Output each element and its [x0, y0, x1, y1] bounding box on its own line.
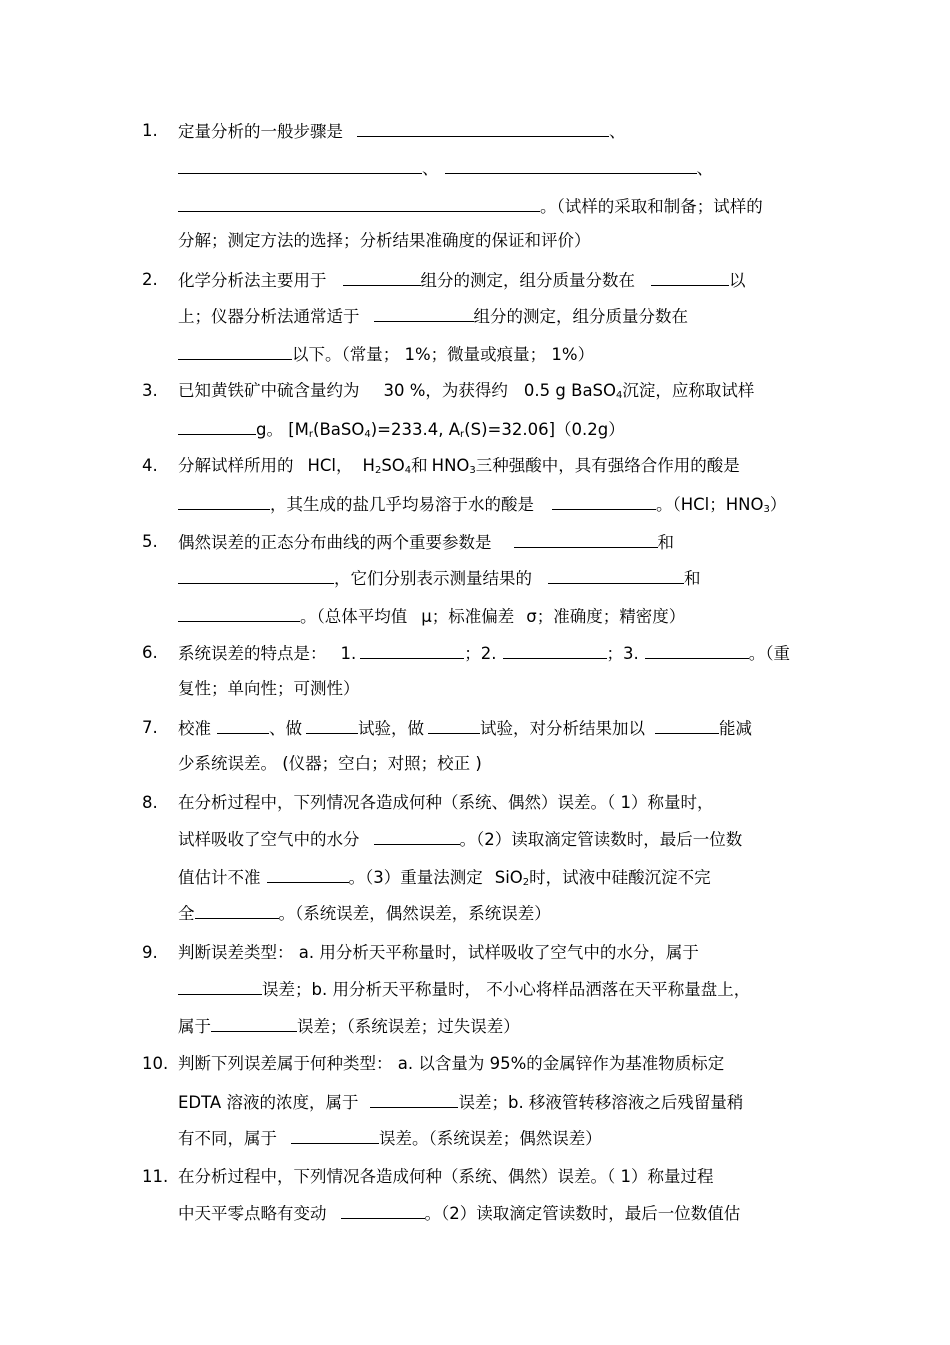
question-9-line-2 — [178, 979, 750, 1000]
question-8-line-3 — [178, 867, 711, 888]
text: 30 %，为获得约 — [383, 381, 508, 400]
answer-blank[interactable] — [370, 1092, 458, 1108]
text: 试验，做 — [358, 719, 424, 738]
text: ，其生成的盐几乎均易溶于水的酸是 — [270, 495, 534, 514]
item-number: 10. — [142, 1054, 169, 1073]
text: 。（2）读取滴定管读数时，最后一位数值估 — [424, 1204, 741, 1223]
text: H — [362, 456, 375, 475]
question-11-line-1: 在分析过程中，下列情况各造成何种（系统、偶然）误差。（ 1）称量过程 — [178, 1167, 714, 1186]
question-6-line-1 — [178, 643, 790, 664]
item-number: 7. — [142, 718, 158, 737]
answer-blank[interactable] — [178, 344, 292, 360]
answer-blank[interactable] — [552, 494, 656, 510]
text: 分解试样所用的 — [178, 456, 294, 475]
item-number: 11. — [142, 1167, 169, 1186]
answer-blank[interactable] — [178, 196, 540, 212]
text: 。（HCl；HNO — [656, 495, 764, 514]
text: 值估计不准 — [178, 868, 261, 887]
question-2-line-1 — [178, 270, 746, 291]
text: 0.5 g BaSO — [523, 381, 617, 400]
text: (BaSO — [313, 420, 365, 439]
text: 误差。（系统误差；偶然误差） — [379, 1129, 602, 1148]
text: HNO — [431, 456, 470, 475]
text: 偶然误差的正态分布曲线的两个重要参数是 — [178, 533, 492, 552]
text: SO — [381, 456, 405, 475]
text: 和 — [657, 533, 674, 552]
text: SiO — [494, 868, 523, 887]
text: 中天平零点略有变动 — [178, 1204, 327, 1223]
subscript: 4 — [404, 465, 412, 476]
text: 已知黄铁矿中硫含量约为 — [178, 381, 360, 400]
question-11-line-2 — [178, 1203, 740, 1224]
answer-blank[interactable] — [178, 419, 256, 435]
question-1-line-2 — [178, 158, 713, 179]
text: ，它们分别表示测量结果的 — [334, 569, 532, 588]
answer-blank[interactable] — [211, 1016, 297, 1032]
question-8-line-2 — [178, 829, 742, 850]
text: 和 — [411, 456, 428, 475]
text: EDTA 溶液的浓度，属于 — [178, 1093, 359, 1112]
answer-blank[interactable] — [217, 718, 269, 734]
text: μ；标准偏差 — [421, 607, 515, 626]
question-5-line-2 — [178, 568, 701, 589]
text: 三种强酸中，具有强络合作用的酸是 — [475, 456, 740, 475]
text: 试验，对分析结果加以 — [480, 719, 645, 738]
answer-blank[interactable] — [306, 718, 358, 734]
answer-blank[interactable] — [343, 270, 421, 286]
text: 。（试样的采取和制备；试样的 — [540, 197, 763, 216]
answer-blank[interactable] — [503, 643, 607, 659]
subscript: r — [460, 429, 465, 440]
question-3-line-1 — [178, 381, 754, 401]
item-number: 1. — [142, 121, 158, 140]
item-number: 9. — [142, 943, 158, 962]
answer-blank[interactable] — [178, 568, 334, 584]
item-number: 2. — [142, 270, 158, 289]
text: 误差；（系统误差；过失误差） — [297, 1017, 520, 1036]
question-9-line-1: 判断误差类型： a. 用分析天平称量时，试样吸收了空气中的水分，属于 — [178, 943, 699, 962]
subscript: r — [308, 429, 314, 440]
text: 误差；b. 用分析天平称量时， 不小心将样品洒落在天平称量盘上， — [262, 980, 751, 999]
text: σ；准确度；精密度） — [526, 607, 686, 626]
text: 和 — [684, 569, 701, 588]
subscript: 4 — [364, 429, 371, 440]
answer-blank[interactable] — [645, 643, 749, 659]
subscript: 3 — [469, 465, 476, 476]
item-number: 5. — [142, 532, 158, 551]
question-8-line-1: 在分析过程中，下列情况各造成何种（系统、偶然）误差。（ 1）称量时， — [178, 793, 714, 812]
subscript: 4 — [616, 390, 623, 401]
text: 。（总体平均值 — [300, 607, 408, 626]
text: 组分的测定，组分质量分数在 — [420, 271, 635, 290]
answer-blank[interactable] — [178, 158, 422, 174]
text: ；2. — [464, 644, 497, 663]
text: 、 — [609, 122, 626, 141]
text: 属于 — [178, 1017, 211, 1036]
text: ） — [769, 495, 787, 514]
item-number: 6. — [142, 643, 158, 662]
question-4-line-2 — [178, 494, 786, 515]
item-number: 8. — [142, 793, 158, 812]
subscript: 2 — [522, 877, 530, 888]
text: (S)=32.06]（0.2g） — [464, 420, 625, 439]
question-2-line-3 — [178, 344, 594, 365]
question-1-line-4: 分解；测定方法的选择；分析结果准确度的保证和评价） — [178, 231, 591, 250]
answer-blank[interactable] — [374, 306, 474, 322]
question-1-line-3 — [178, 196, 763, 217]
answer-blank[interactable] — [195, 903, 279, 919]
answer-blank[interactable] — [548, 568, 684, 584]
text: 以下。（常量； 1%；微量或痕量； 1%） — [292, 345, 595, 364]
text: 组分的测定，组分质量分数在 — [473, 307, 688, 326]
answer-blank[interactable] — [341, 1203, 425, 1219]
text: 误差；b. 移液管转移溶液之后残留量稍 — [458, 1093, 744, 1112]
subscript: 3 — [763, 504, 770, 515]
text: 校准 — [178, 719, 211, 738]
text: 、做 — [269, 719, 302, 738]
text: 全 — [178, 904, 195, 923]
text: 上；仪器分析法通常适于 — [178, 307, 360, 326]
question-2-line-2 — [178, 306, 688, 327]
question-5-line-3 — [178, 606, 685, 627]
answer-blank[interactable] — [651, 270, 729, 286]
question-7-line-2: 少系统误差。 (仪器；空白；对照；校正 ) — [178, 754, 482, 773]
question-7-line-1 — [178, 718, 752, 739]
text: g。 [M — [256, 420, 309, 439]
text: 化学分析法主要用于 — [178, 271, 327, 290]
answer-blank[interactable] — [360, 643, 464, 659]
answer-blank[interactable] — [178, 494, 270, 510]
answer-blank[interactable] — [655, 718, 719, 734]
text: 有不同，属于 — [178, 1129, 277, 1148]
text: ；3. — [606, 644, 639, 663]
text: 时，试液中硅酸沉淀不完 — [529, 868, 711, 887]
text: 。（重 — [748, 644, 790, 663]
answer-blank[interactable] — [267, 867, 349, 883]
question-10-line-1: 判断下列误差属于何种类型： a. 以含量为 95%的金属锌作为基准物质标定 — [178, 1054, 725, 1073]
text: 沉淀，应称取试样 — [622, 381, 755, 400]
question-3-line-2 — [178, 419, 625, 440]
answer-blank[interactable] — [428, 718, 480, 734]
answer-blank[interactable] — [445, 158, 697, 174]
text: 。（3）重量法测定 — [348, 868, 483, 887]
answer-blank[interactable] — [374, 829, 460, 845]
answer-blank[interactable] — [178, 979, 262, 995]
question-4-line-1 — [178, 456, 740, 476]
answer-blank[interactable] — [178, 606, 300, 622]
text: 能减 — [719, 719, 752, 738]
question-10-line-2 — [178, 1092, 743, 1113]
question-1-line-1 — [178, 121, 626, 142]
text: 系统误差的特点是： — [178, 644, 327, 663]
text: 、 — [422, 159, 439, 178]
text: 。（2）读取滴定管读数时，最后一位数 — [459, 830, 743, 849]
text: 、 — [696, 159, 713, 178]
text: 1. — [340, 644, 357, 663]
question-5-line-1 — [178, 532, 674, 553]
text: 定量分析的一般步骤是 — [178, 122, 343, 141]
text: )=233.4, A — [370, 420, 461, 439]
answer-blank[interactable] — [291, 1128, 379, 1144]
text: HCl， — [307, 456, 353, 475]
text: 以 — [729, 271, 746, 290]
item-number: 4. — [142, 456, 158, 475]
question-6-line-2: 复性；单向性；可测性） — [178, 679, 360, 698]
text: 试样吸收了空气中的水分 — [178, 830, 360, 849]
question-9-line-3 — [178, 1016, 520, 1037]
question-8-line-4 — [178, 903, 551, 924]
question-10-line-3 — [178, 1128, 602, 1149]
answer-blank[interactable] — [514, 532, 658, 548]
item-number: 3. — [142, 381, 158, 400]
answer-blank[interactable] — [357, 121, 609, 137]
subscript: 2 — [374, 465, 382, 476]
text: 。（系统误差，偶然误差，系统误差） — [278, 904, 551, 923]
